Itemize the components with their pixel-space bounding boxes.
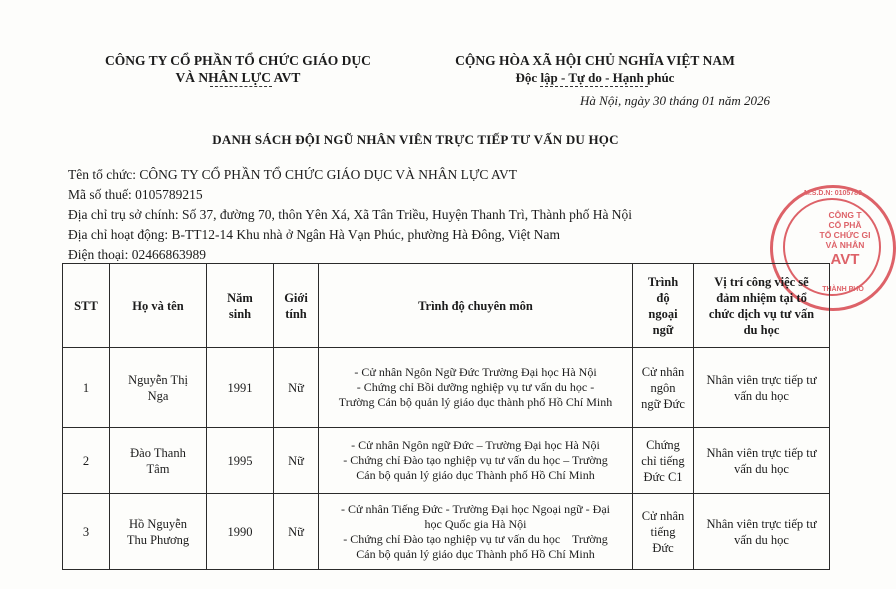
seal-text: [815, 210, 875, 268]
cell-birth-year: 1991: [207, 348, 274, 428]
col-header-position-line1: Vị trí công việc sẽ: [714, 274, 809, 289]
table-row: [63, 428, 830, 494]
national-heading: [440, 52, 750, 86]
cell-language-line1: Cử nhân: [641, 508, 685, 523]
seal-line1: CÔNG T: [828, 210, 862, 220]
cell-language-line3: Đức C1: [643, 469, 683, 484]
cell-language-level: [633, 348, 694, 428]
cell-qualification: [319, 348, 633, 428]
cell-birth-year: 1995: [207, 428, 274, 494]
nation-name: CỘNG HÒA XÃ HỘI CHỦ NGHĨA VIỆT NAM: [455, 53, 735, 68]
motto-divider: [540, 86, 648, 87]
cell-gender: Nữ: [274, 348, 319, 428]
col-header-language-level: [633, 264, 694, 348]
cell-name-line1: Hồ Nguyễn: [129, 516, 187, 531]
cell-language-level: [633, 494, 694, 570]
cell-stt: 2: [63, 428, 110, 494]
col-header-gender: [274, 264, 319, 348]
organization-name-line2: VÀ NHÂN LỰC AVT: [175, 70, 301, 85]
info-phone: Điện thoại: 02466863989: [68, 247, 206, 262]
cell-name: [110, 494, 207, 570]
cell-position-line1: Nhân viên trực tiếp tư: [706, 516, 817, 531]
organization-divider: [210, 86, 272, 87]
cell-qualification-line1: - Cử nhân Tiếng Đức - Trường Đại học Ngoại ngữ - Đại: [340, 501, 610, 516]
table-header-row: [63, 264, 830, 348]
cell-name: [110, 428, 207, 494]
cell-language-line1: Cử nhân: [641, 364, 685, 379]
cell-qualification-line4: Cán bộ quản lý giáo dục Thành phố Hồ Chí Minh: [356, 546, 595, 561]
organization-info: [68, 165, 632, 265]
cell-name-line2: Thu Phương: [126, 532, 190, 547]
cell-position: [694, 348, 830, 428]
cell-language-line2: ngôn: [650, 380, 676, 395]
cell-stt: 3: [63, 494, 110, 570]
info-headquarters: Địa chỉ trụ sở chính: Số 37, đường 70, thôn Yên Xá, Xã Tân Triều, Huyện Thanh Trì, Thành phố Hà Nội: [68, 207, 633, 222]
organization-name: [88, 52, 388, 86]
col-header-language-line4: ngữ: [652, 322, 674, 337]
col-header-gender-line1: Giới: [284, 290, 308, 305]
table-row: [63, 494, 830, 570]
col-header-qualification: Trình độ chuyên môn: [319, 264, 633, 348]
cell-qualification-line2: - Chứng chỉ Bồi dưỡng nghiệp vụ tư vấn du học -: [356, 380, 595, 394]
col-header-position-line3: chức dịch vụ tư vấn: [708, 306, 815, 321]
national-motto: Độc lập - Tự do - Hạnh phúc: [515, 70, 675, 85]
cell-qualification: [319, 494, 633, 570]
seal-line3: TỔ CHỨC GI: [819, 230, 871, 240]
cell-gender: Nữ: [274, 428, 319, 494]
cell-birth-year: 1990: [207, 494, 274, 570]
table-row: [63, 348, 830, 428]
col-header-language-line2: độ: [656, 290, 670, 305]
cell-language-line1: Chứng: [646, 437, 680, 452]
cell-language-line3: Đức: [652, 540, 674, 555]
cell-position-line1: Nhân viên trực tiếp tư: [706, 445, 817, 460]
cell-language-line2: tiếng: [650, 524, 676, 539]
cell-qualification-line3: - Chứng chỉ Đào tạo nghiệp vụ tư vấn du học Trường: [343, 531, 608, 546]
cell-position: [694, 428, 830, 494]
seal-footer: THÀNH PHỐ: [822, 286, 864, 293]
cell-qualification-line3: Trường Cán bộ quản lý giáo dục thành phố Hồ Chí Minh: [338, 395, 613, 409]
col-header-name: Họ và tên: [110, 264, 207, 348]
cell-position-line2: vấn du học: [734, 461, 789, 476]
col-header-gender-line2: tính: [285, 306, 307, 321]
cell-name-line1: Nguyễn Thị: [128, 372, 188, 387]
cell-name-line2: Tâm: [146, 461, 170, 476]
cell-name: [110, 348, 207, 428]
cell-stt: 1: [63, 348, 110, 428]
cell-name-line2: Nga: [147, 388, 169, 403]
cell-name-line1: Đào Thanh: [130, 445, 186, 460]
info-tax-code: Mã số thuế: 0105789215: [68, 187, 203, 202]
cell-qualification-line2: - Chứng chỉ Đào tạo nghiệp vụ tư vấn du học – Trường: [343, 453, 608, 467]
seal-brand: AVT: [830, 251, 860, 268]
cell-gender: Nữ: [274, 494, 319, 570]
col-header-birth-year-line2: sinh: [228, 306, 252, 321]
col-header-stt: STT: [63, 264, 110, 348]
document-title: DANH SÁCH ĐỘI NGŨ NHÂN VIÊN TRỰC TIẾP TƯ VẤN DU HỌC: [212, 132, 619, 147]
cell-position: [694, 494, 830, 570]
col-header-position: [694, 264, 830, 348]
col-header-position-line4: du học: [743, 322, 780, 337]
cell-qualification-line2: học Quốc gia Hà Nội: [424, 516, 527, 531]
seal-line2: CỔ PHẦ: [828, 220, 862, 230]
cell-position-line1: Nhân viên trực tiếp tư: [706, 372, 817, 387]
info-org-name: Tên tổ chức: CÔNG TY CỔ PHẦN TỔ CHỨC GIÁO DỤC VÀ NHÂN LỰC AVT: [68, 167, 518, 182]
cell-language-line2: chỉ tiếng: [641, 453, 685, 468]
cell-language-line3: ngữ Đức: [641, 396, 685, 411]
col-header-birth-year: [207, 264, 274, 348]
col-header-language-line3: ngoại: [648, 306, 678, 321]
info-operating-address: Địa chỉ hoạt động: B-TT12-14 Khu nhà ở Ngân Hà Vạn Phúc, phường Hà Đông, Việt Nam: [68, 227, 560, 242]
col-header-position-line2: đảm nhiệm tại tổ: [716, 290, 807, 305]
cell-qualification-line3: Cán bộ quản lý giáo dục Thành phố Hồ Chí Minh: [356, 468, 595, 482]
cell-position-line2: vấn du học: [734, 532, 789, 547]
staff-table: [62, 263, 830, 570]
place-date: Hà Nội, ngày 30 tháng 01 năm 2026: [580, 93, 770, 108]
cell-position-line2: vấn du học: [734, 388, 789, 403]
seal-tax-code: M.S.D.N: 0105789: [804, 190, 862, 197]
cell-language-level: [633, 428, 694, 494]
col-header-birth-year-line1: Năm: [227, 290, 253, 305]
organization-name-line1: CÔNG TY CỔ PHẦN TỔ CHỨC GIÁO DỤC: [105, 53, 371, 68]
col-header-language-line1: Trình: [647, 274, 679, 289]
cell-qualification-line1: - Cử nhân Ngôn Ngữ Đức Trường Đại học Hà Nội: [354, 365, 597, 379]
seal-line4: VÀ NHÂN: [825, 240, 865, 250]
cell-qualification-line1: - Cử nhân Ngôn ngữ Đức – Trường Đại học Hà Nội: [351, 438, 600, 452]
cell-qualification: [319, 428, 633, 494]
